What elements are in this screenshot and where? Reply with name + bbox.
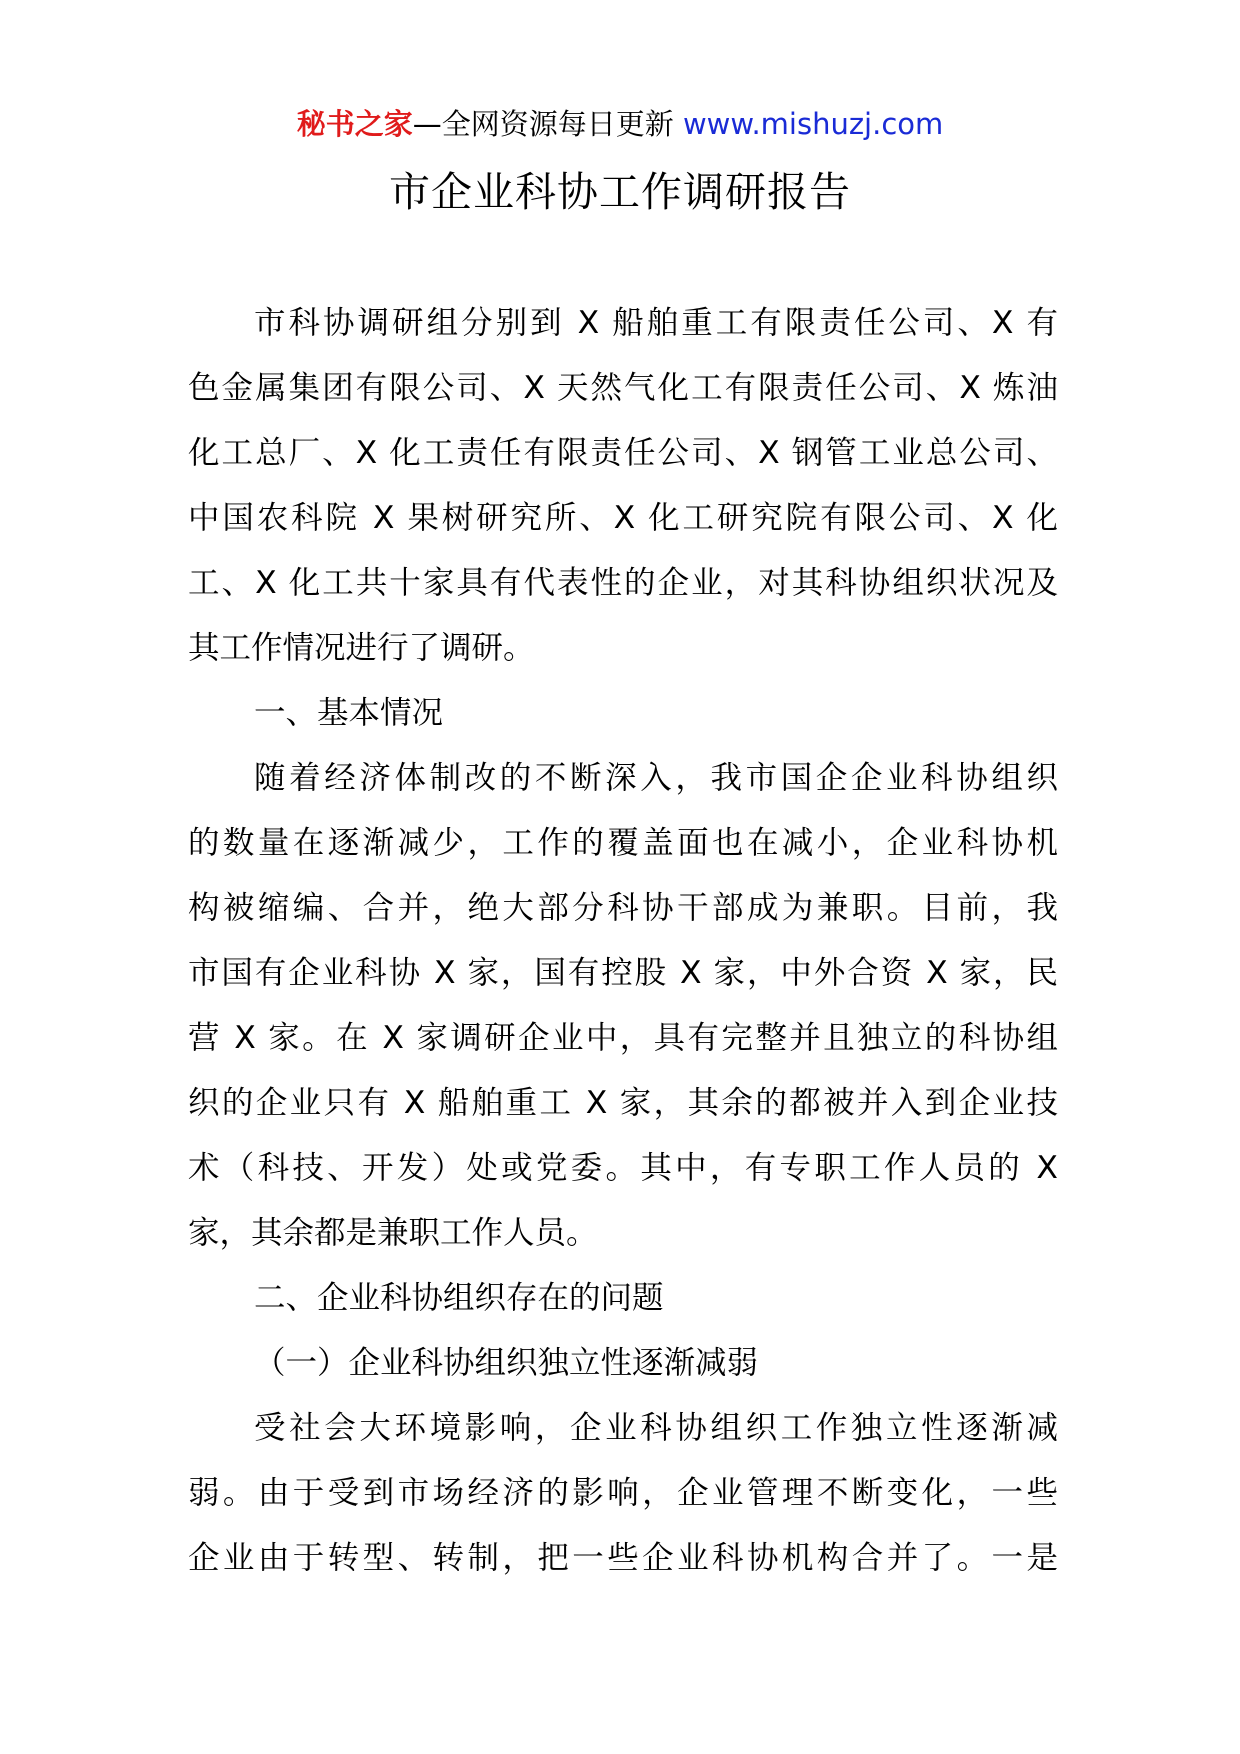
document-title: 市企业科协工作调研报告 [389, 168, 851, 216]
paragraph-line: 织的企业只有 X 船舶重工 X 家，其余的都被并入到企业技 [188, 1085, 1058, 1121]
site-url-link[interactable]: www.mishuzj.com [682, 107, 944, 141]
subsection-heading: （一）企业科协组织独立性逐渐减弱 [254, 1345, 759, 1381]
paragraph-line: 受社会大环境影响，企业科协组织工作独立性逐渐减 [254, 1410, 1058, 1446]
paragraph-line: 术（科技、开发）处或党委。其中，有专职工作人员的 X [188, 1150, 1058, 1186]
paragraph-line: 市国有企业科协 X 家，国有控股 X 家，中外合资 X 家，民 [188, 955, 1058, 991]
paragraph-line: 市科协调研组分别到 X 船舶重工有限责任公司、X 有 [254, 305, 1058, 341]
paragraph-line: 随着经济体制改的不断深入，我市国企企业科协组织 [254, 760, 1058, 796]
paragraph-line: 其工作情况进行了调研。 [188, 630, 535, 666]
paragraph-line: 色金属集团有限公司、X 天然气化工有限责任公司、X 炼油 [188, 370, 1058, 406]
paragraph-line: 弱。由于受到市场经济的影响，企业管理不断变化，一些 [188, 1475, 1058, 1511]
section-heading-problems: 二、企业科协组织存在的问题 [254, 1280, 664, 1316]
paragraph-line: 构被缩编、合并，绝大部分科协干部成为兼职。目前，我 [188, 890, 1058, 926]
header-tagline: —全网资源每日更新 [412, 107, 683, 141]
brand-name: 秘书之家 [296, 107, 413, 141]
paragraph-line: 企业由于转型、转制，把一些企业科协机构合并了。一是 [188, 1540, 1058, 1576]
paragraph-line: 营 X 家。在 X 家调研企业中，具有完整并且独立的科协组 [188, 1020, 1058, 1056]
paragraph-line: 工、X 化工共十家具有代表性的企业，对其科协组织状况及 [188, 565, 1058, 601]
paragraph-line: 家，其余都是兼职工作人员。 [188, 1215, 598, 1251]
document-body [188, 291, 1058, 1591]
paragraph-line: 中国农科院 X 果树研究所、X 化工研究院有限公司、X 化 [188, 500, 1058, 536]
site-header [0, 100, 1240, 148]
paragraph-line: 化工总厂、X 化工责任有限责任公司、X 钢管工业总公司、 [188, 435, 1058, 471]
paragraph-line: 的数量在逐渐减少，工作的覆盖面也在减小，企业科协机 [188, 825, 1058, 861]
section-heading-basic: 一、基本情况 [254, 695, 444, 731]
